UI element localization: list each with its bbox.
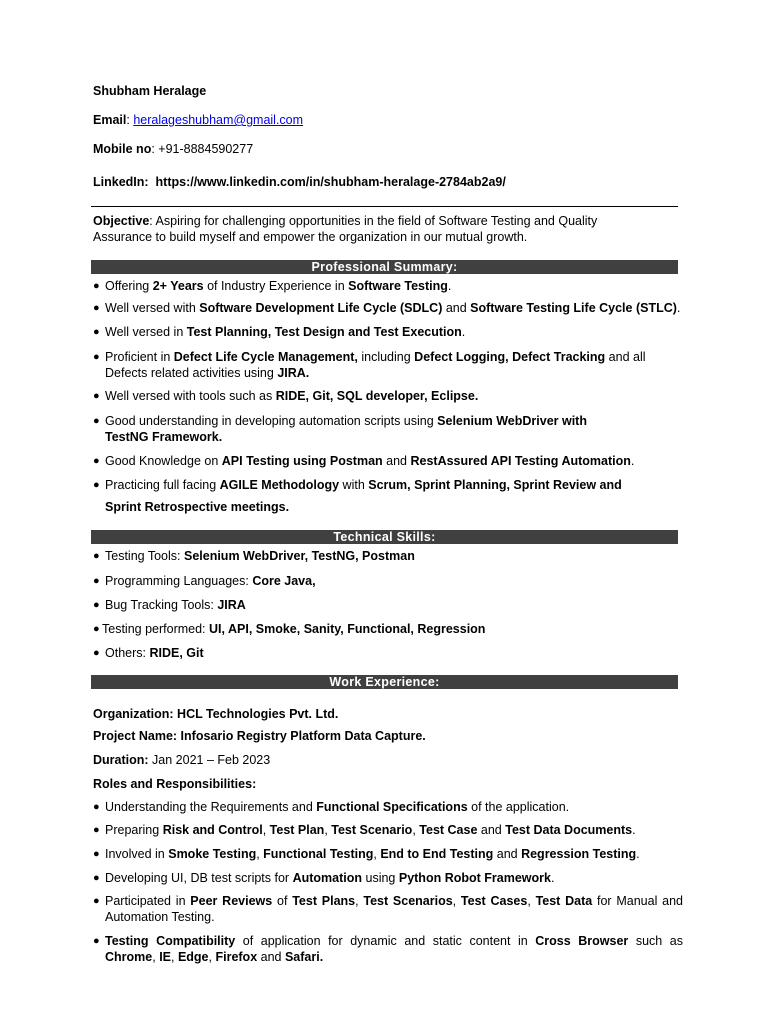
bullet-icon: ● <box>93 801 100 813</box>
linkedin-url[interactable]: https://www.linkedin.com/in/shubham-heralage-2784ab2a9/ <box>155 175 506 189</box>
section-technical-skills: Technical Skills: <box>91 530 678 544</box>
mobile-label: Mobile no <box>93 142 152 156</box>
section-professional-summary: Professional Summary: <box>91 260 678 274</box>
skill-item: ● Others: RIDE, Git <box>93 646 204 660</box>
duration-line: Duration: Jan 2021 – Feb 2023 <box>93 753 271 767</box>
objective-label: Objective <box>93 214 150 228</box>
responsibility-item: ● Developing UI, DB test scripts for Automation using Python Robot Framework. <box>93 871 555 885</box>
objective-line-2: Assurance to build myself and empower the organization in our mutual growth. <box>93 230 528 244</box>
bullet-icon: ● <box>93 848 100 860</box>
email-link[interactable]: heralageshubham@gmail.com <box>133 113 304 127</box>
linkedin-label: LinkedIn: <box>93 175 149 189</box>
responsibility-item: ● Participated in Peer Reviews of Test Plans, Test Scenarios, Test Cases, Test Data for Manual and Automation Testing. <box>93 894 683 924</box>
bullet-icon: ● <box>93 599 100 611</box>
responsibility-item: ● Preparing Risk and Control, Test Plan, Test Scenario, Test Case and Test Data Documents. <box>93 823 636 837</box>
header-divider <box>91 206 678 207</box>
bullet-icon: ● <box>93 479 100 491</box>
summary-item: ● Good understanding in developing automation scripts using Selenium WebDriver with TestNG Framework. <box>93 414 587 444</box>
objective-line-1: Objective: Aspiring for challenging opportunities in the field of Software Testing and Quality <box>93 214 598 228</box>
skill-item: ● Programming Languages: Core Java, <box>93 574 316 588</box>
skill-item: ● Bug Tracking Tools: JIRA <box>93 598 246 612</box>
summary-item: ● Well versed with Software Development Life Cycle (SDLC) and Software Testing Life Cycle (STLC). <box>93 301 681 315</box>
summary-item: ● Good Knowledge on API Testing using Postman and RestAssured API Testing Automation. <box>93 454 635 468</box>
section-work-experience: Work Experience: <box>91 675 678 689</box>
bullet-icon: ● <box>93 415 100 427</box>
skill-item: ● Testing performed: UI, API, Smoke, Sanity, Functional, Regression <box>93 622 486 636</box>
summary-item: ● Proficient in Defect Life Cycle Management, including Defect Logging, Defect Tracking and all Defects related activities using JIRA. <box>93 350 646 380</box>
project-line: Project Name: Infosario Registry Platform Data Capture. <box>93 729 426 743</box>
bullet-icon: ● <box>93 824 100 836</box>
summary-item: ● Well versed in Test Planning, Test Design and Test Execution. <box>93 325 466 339</box>
bullet-icon: ● <box>93 623 100 635</box>
mobile-value: +91-8884590277 <box>158 142 254 156</box>
summary-item: ● Practicing full facing AGILE Methodology with Scrum, Sprint Planning, Sprint Review and <box>93 478 622 492</box>
candidate-name: Shubham Heralage <box>93 84 207 98</box>
organization-line: Organization: HCL Technologies Pvt. Ltd. <box>93 707 339 721</box>
bullet-icon: ● <box>93 872 100 884</box>
responsibility-item: ● Understanding the Requirements and Functional Specifications of the application. <box>93 800 570 814</box>
responsibility-item: ● Involved in Smoke Testing, Functional Testing, End to End Testing and Regression Testing. <box>93 847 640 861</box>
linkedin-line <box>93 174 506 190</box>
responsibility-item: ● Testing Compatibility of application for dynamic and static content in Cross Browser such as Chrome, IE, Edge, Firefox and Safari. <box>93 934 683 964</box>
summary-item: ● Well versed with tools such as RIDE, Git, SQL developer, Eclipse. <box>93 389 479 403</box>
bullet-icon: ● <box>93 326 100 338</box>
email-line: Email: heralageshubham@gmail.com <box>93 113 304 127</box>
summary-item-continuation: Sprint Retrospective meetings. <box>105 500 290 514</box>
bullet-icon: ● <box>93 935 100 947</box>
bullet-icon: ● <box>93 390 100 402</box>
bullet-icon: ● <box>93 550 100 562</box>
roles-heading: Roles and Responsibilities: <box>93 777 257 791</box>
bullet-icon: ● <box>93 455 100 467</box>
summary-item: ● Offering 2+ Years of Industry Experience in Software Testing. <box>93 279 452 293</box>
mobile-line: Mobile no: +91-8884590277 <box>93 142 254 156</box>
bullet-icon: ● <box>93 575 100 587</box>
bullet-icon: ● <box>93 302 100 314</box>
bullet-icon: ● <box>93 351 100 363</box>
email-label: Email <box>93 113 127 127</box>
bullet-icon: ● <box>93 647 100 659</box>
bullet-icon: ● <box>93 895 100 907</box>
bullet-icon: ● <box>93 280 100 292</box>
skill-item: ● Testing Tools: Selenium WebDriver, TestNG, Postman <box>93 549 415 563</box>
